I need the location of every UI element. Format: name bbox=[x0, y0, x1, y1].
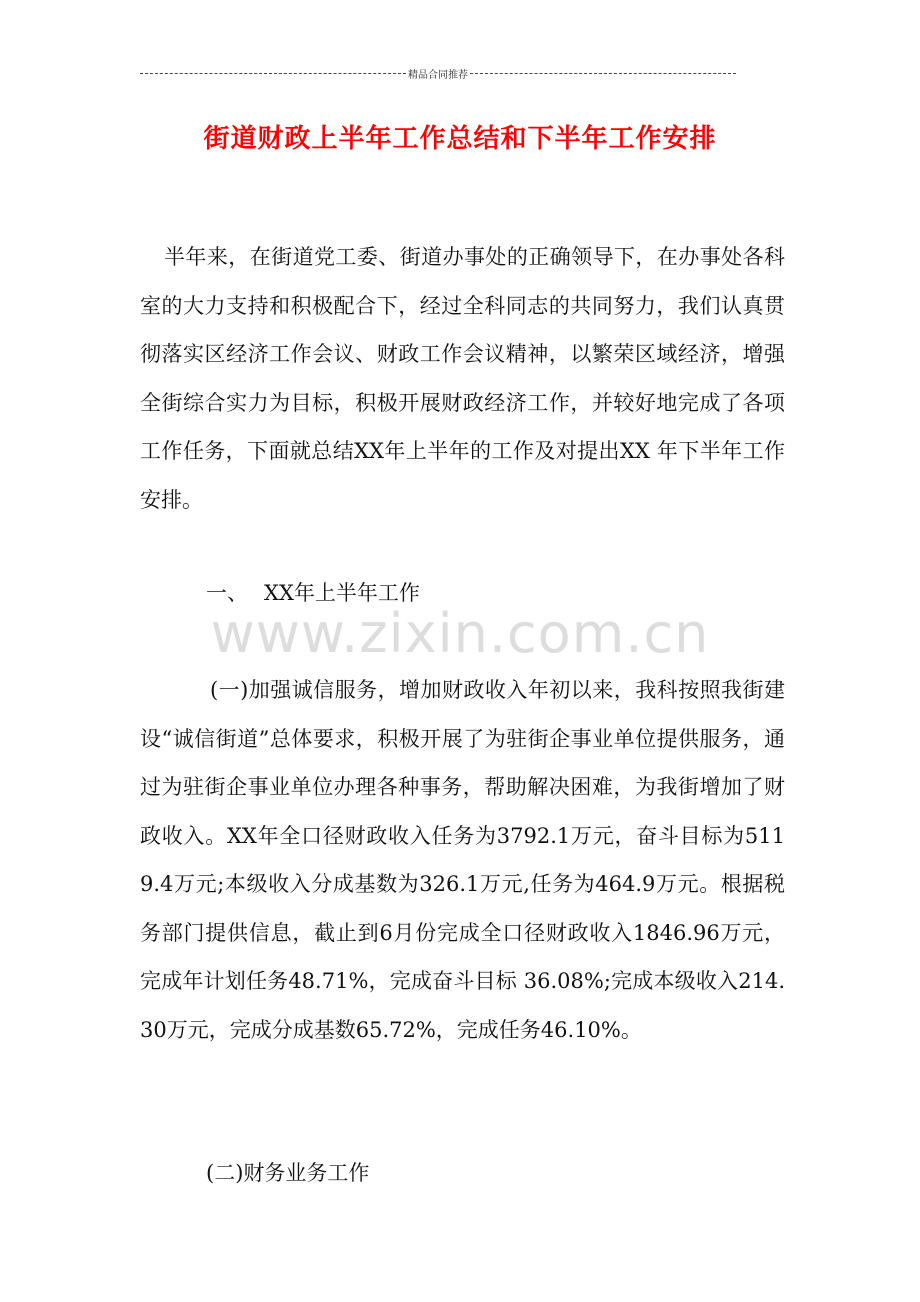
section-title: XX年上半年工作 bbox=[264, 581, 420, 605]
intro-paragraph: 半年来，在街道党工委、街道办事处的正确领导下，在办事处各科室的大力支持和积极配合下，经过全科同志的共同努力，我们认真贯彻落实区经济工作会议、财政工作会议精神，以繁荣区域经济，增强全街综合实力为目标，积极开展财政经济工作，并较好地完成了各项工作任务，下面就总结XX年上半年的工作及对提出XX 年下半年工作安排。 bbox=[140, 245, 785, 512]
document-title: 街道财政上半年工作总结和下半年工作安排 bbox=[203, 124, 717, 154]
paragraph-income: (一)加强诚信服务，增加财政收入年初以来，我科按照我街建设“诚信街道”总体要求，积极开展了为驻街企事业单位提供服务，通过为驻街企事业单位办理各种事务，帮助解决困难，为我街增加了财政收入。XX年全口径财政收入任务为3792.1万元，奋斗目标为5119.4万元;本级收入分成基数为326.1万元,任务为464.9万元。根据税务部门提供信息，截止到6月份完成全口径财政收入1846.96万元，完成年计划任务48.71%，完成奋斗目标 36.08%;完成本级收入214.30万元，完成分成基数65.72%，完成任务46.10%。 bbox=[140, 678, 785, 1042]
watermark: www.zixin.com.cn bbox=[210, 602, 710, 665]
header-dash-left bbox=[140, 73, 406, 74]
section-heading bbox=[140, 569, 785, 618]
header-dash-right bbox=[470, 73, 736, 74]
header-label: 精品合同推荐 bbox=[408, 70, 468, 81]
subsection-heading bbox=[140, 1149, 785, 1198]
subsection-title: (二)财务业务工作 bbox=[206, 1161, 370, 1185]
header-bar bbox=[140, 66, 736, 81]
section-number: 一、 bbox=[206, 581, 248, 605]
